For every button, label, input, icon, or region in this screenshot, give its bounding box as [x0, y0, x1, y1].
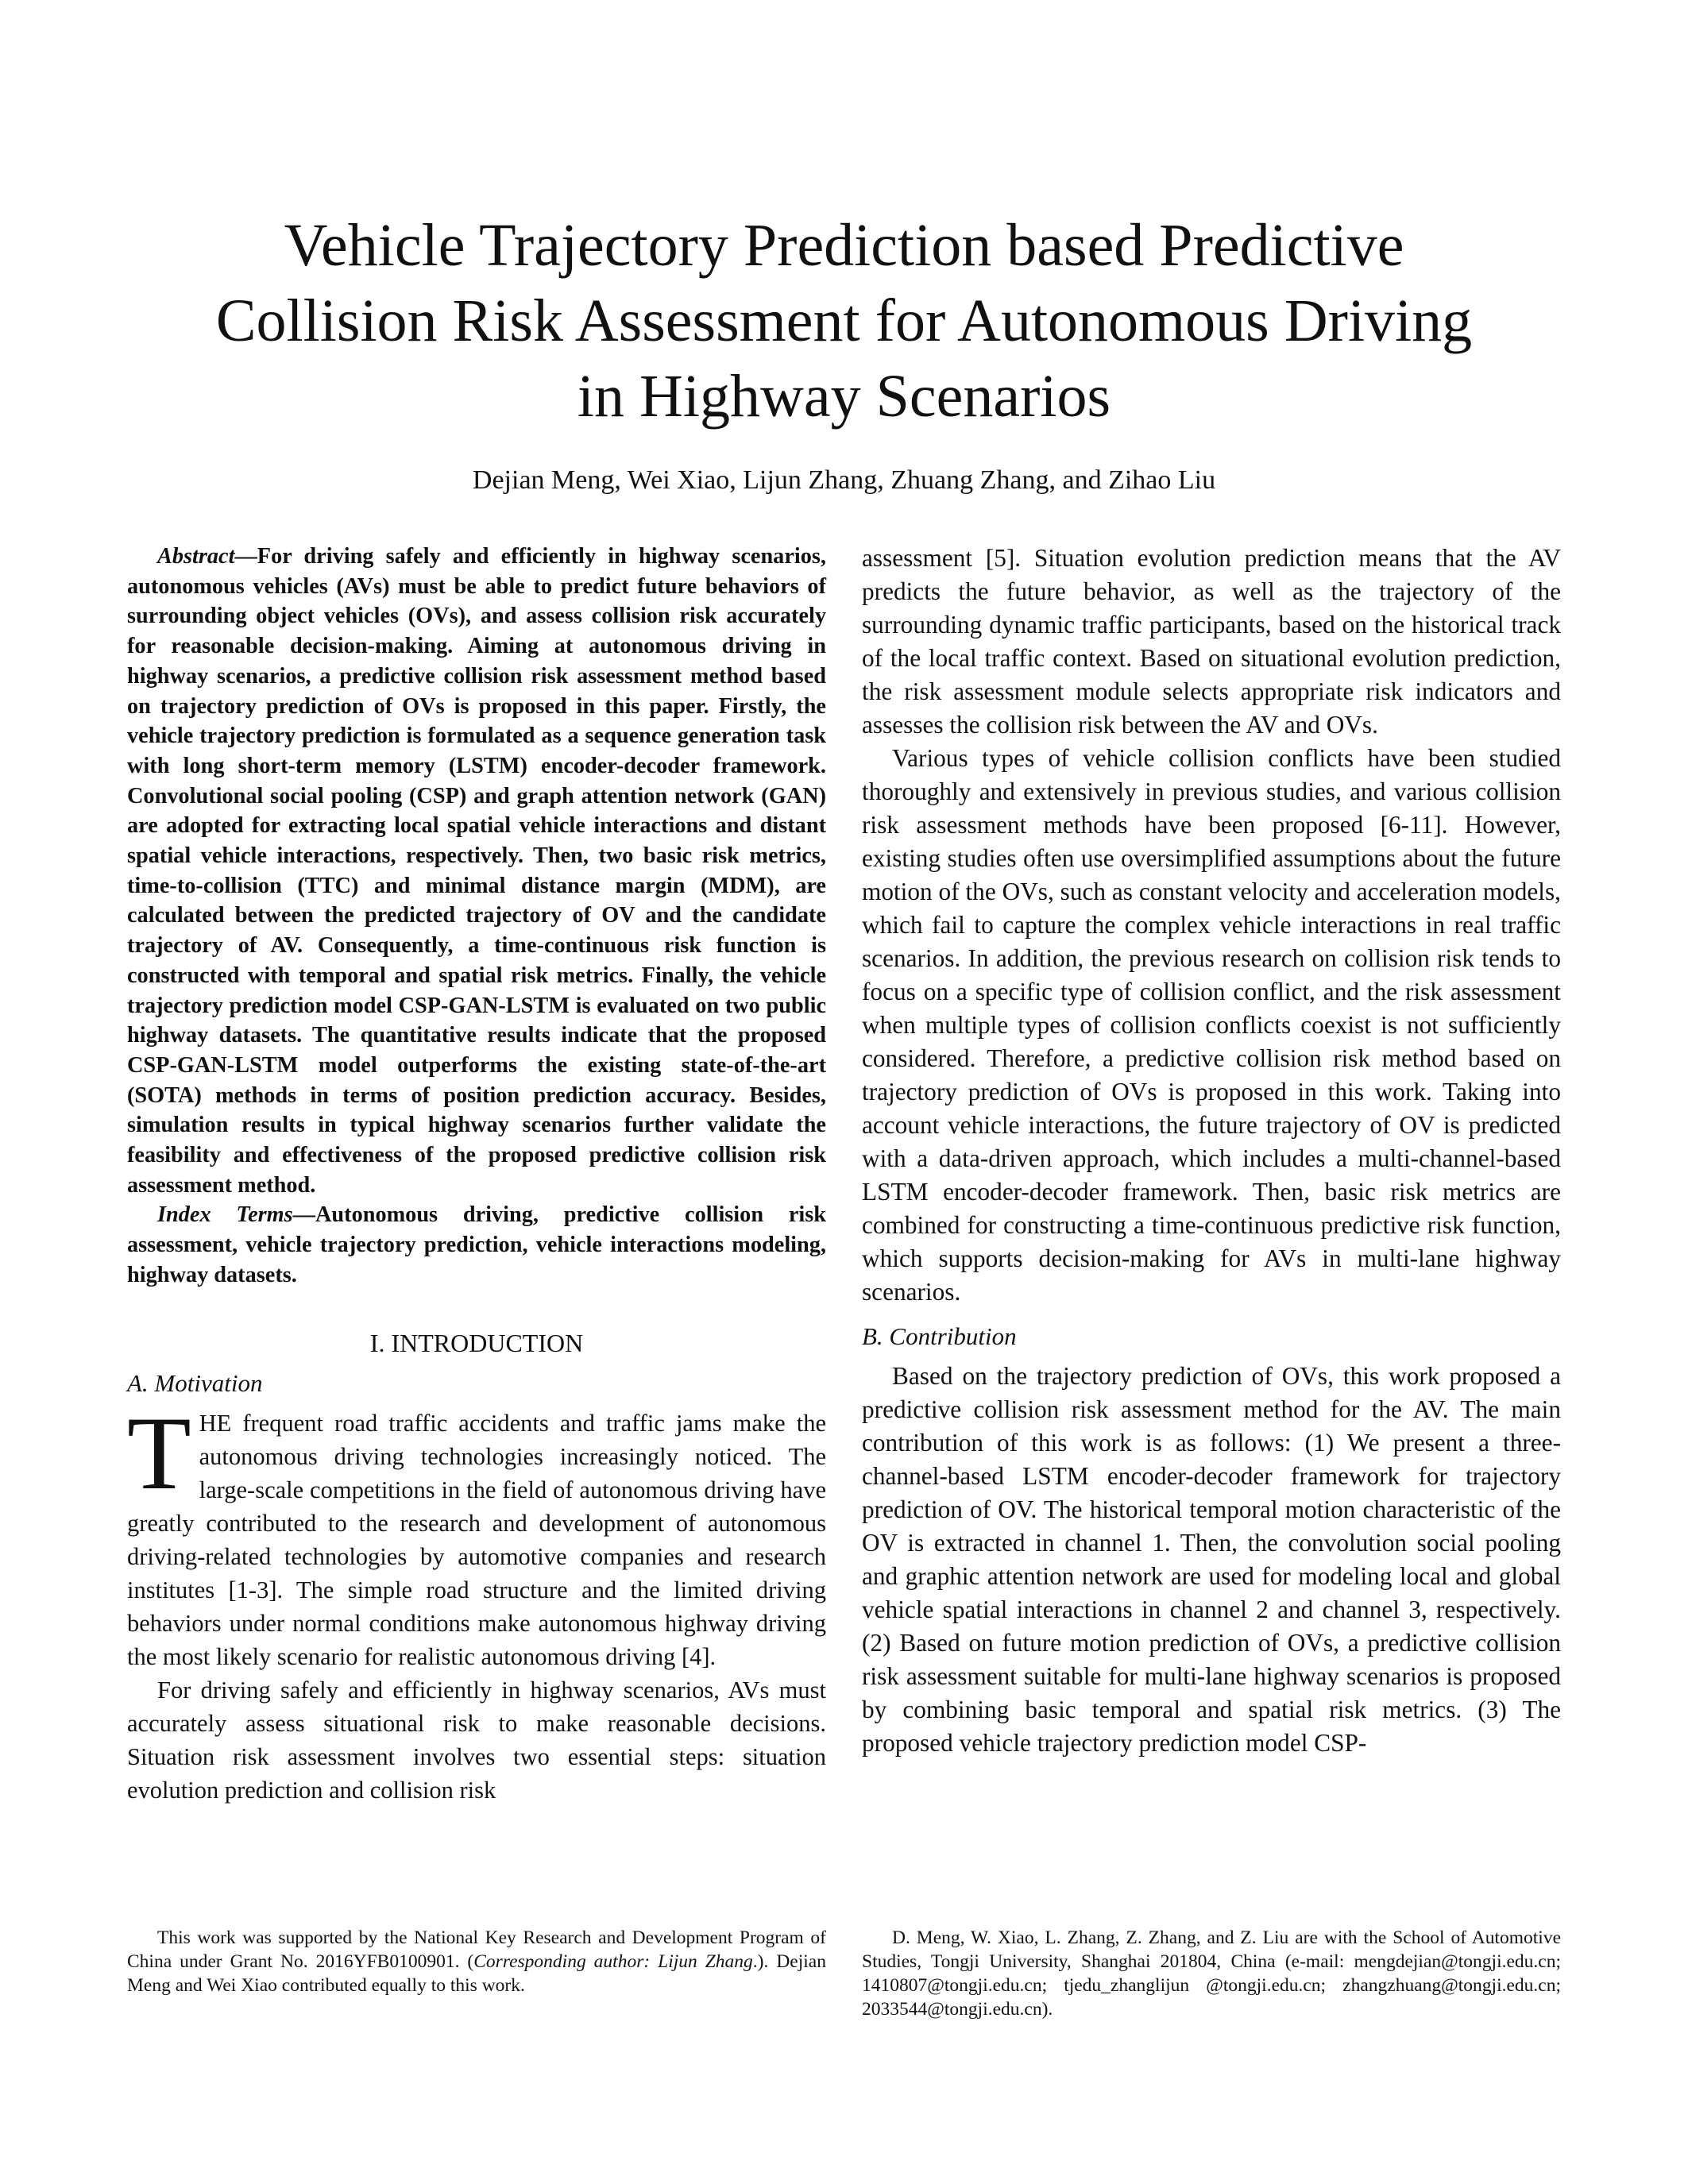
subsection-heading-contribution: B. Contribution: [862, 1322, 1017, 1350]
intro-paragraph-3: Various types of vehicle collision conflicts have been studied thoroughly and extensively in previous studies, and various collision risk assessment methods have been proposed [6-11]. However, existing studies often use oversimplified assumptions about the future motion of the OVs, such as constant velocity and acceleration models, which fail to capture the complex vehicle interactions in real traffic scenarios. In addition, the previous research on collision risk tends to focus on a specific type of collision conflict, and the risk assessment when multiple types of collision conflicts coexist is not sufficiently considered. Therefore, a predictive collision risk method based on trajectory prediction of OVs is proposed in this work. Taking into account vehicle interactions, the future trajectory of OV is predicted with a data-driven approach, which includes a multi-channel-based LSTM encoder-decoder framework. Then, basic risk metrics are combined for constructing a time-continuous predictive risk function, which supports decision-making for AVs in multi-lane highway scenarios.: [862, 744, 1561, 1306]
index-terms: [127, 1200, 826, 1290]
index-terms-label: Index Terms: [157, 1202, 293, 1228]
index-terms-text: —Autonomous driving, predictive collision risk assessment, vehicle trajectory prediction, vehicle interactions modeling, highway datasets.: [127, 1202, 827, 1287]
left-column: [127, 542, 826, 1807]
abstract-text: —For driving safely and efficiently in highway scenarios, autonomous vehicles (AVs) must be able to predict future behaviors of surrounding object vehicles (OVs), and assess collision risk accurately for reasonable decision-making. Aiming at autonomous driving in highway scenarios, a predictive collision risk assessment method based on trajectory prediction of OVs is proposed in this paper. Firstly, the vehicle trajectory prediction is formulated as a sequence generation task with long short-term memory (LSTM) encoder-decoder framework. Convolutional social pooling (CSP) and graph attention network (GAN) are adopted for extracting local spatial vehicle interactions and distant spatial vehicle interactions, respectively. Then, two basic risk metrics, time-to-collision (TTC) and minimal distance margin (MDM), are calculated between the predicted trajectory of OV and the candidate trajectory of AV. Consequently, a time-continuous risk function is constructed with temporal and spatial risk metrics. Finally, the vehicle trajectory prediction model CSP-GAN-LSTM is evaluated on two public highway datasets. The quantitative results indicate that the proposed CSP-GAN-LSTM model outperforms the existing state-of-the-art (SOTA) methods in terms of position prediction accuracy. Besides, simulation results in typical highway scenarios further validate the feasibility and effectiveness of the proposed predictive collision risk assessment method.: [127, 544, 826, 1198]
abstract-label: Abstract: [157, 544, 235, 569]
funding-footnote: [127, 1926, 826, 1997]
subsection-heading-motivation: A. Motivation: [127, 1368, 263, 1397]
title-line-2: Collision Risk Assessment for Autonomous Driving: [215, 287, 1473, 354]
corresponding-author-note: Corresponding author: Lijun Zhang: [473, 1951, 753, 1972]
funding-footnote-text-1: This work was supported by the National Key Research and Development Program of China under Grant No. 2016YFB0100901. (: [127, 1927, 826, 1972]
title-line-3: in Highway Scenarios: [577, 363, 1111, 430]
funding-footnote-text-2: .). Dejian Meng and Wei Xiao contributed equally to this work.: [127, 1951, 826, 1996]
right-column: [862, 542, 1561, 1760]
author-list: Dejian Meng, Wei Xiao, Lijun Zhang, Zhuang Zhang, and Zihao Liu: [472, 465, 1216, 495]
abstract: [127, 542, 826, 1200]
paper-title: [95, 208, 1593, 434]
intro-paragraph-1-text: HE frequent road traffic accidents and traffic jams make the autonomous driving technologies increasingly noticed. The large-scale competitions in the field of autonomous driving have greatly contributed to the research and development of autonomous driving-related technologies by automotive companies and research institutes [1-3]. The simple road structure and the limited driving behaviors under normal conditions make autonomous highway driving the most likely scenario for realistic autonomous driving [4].: [127, 1409, 826, 1670]
affiliation-footnote: D. Meng, W. Xiao, L. Zhang, Z. Zhang, and Z. Liu are with the School of Automotive Studies, Tongji University, Shanghai 201804, China (e-mail: mengdejian@tongji.edu.cn; 1410807@tongji.edu.cn; tjedu_zhanglijun @tongji.edu.cn; zhangzhuang@tongji.edu.cn; 2033544@tongji.edu.cn).: [862, 1927, 1561, 2020]
contribution-paragraph: Based on the trajectory prediction of OVs, this work proposed a predictive collision risk assessment method for the AV. The main contribution of this work is as follows: (1) We present a three-channel-based LSTM encoder-decoder framework for trajectory prediction of OV. The historical temporal motion characteristic of the OV is extracted in channel 1. Then, the convolution social pooling and graphic attention network are used for modeling local and global vehicle spatial interactions in channel 2 and channel 3, respectively. (2) Based on future motion prediction of OVs, a predictive collision risk assessment suitable for multi-lane highway scenarios is proposed by combining basic temporal and spatial risk metrics. (3) The proposed vehicle trajectory prediction model CSP-: [862, 1362, 1561, 1757]
intro-paragraph-1: [127, 1394, 826, 1673]
title-line-1: Vehicle Trajectory Prediction based Predictive: [284, 212, 1404, 279]
intro-paragraph-2-continued: assessment [5]. Situation evolution prediction means that the AV predicts the future behavior, as well as the trajectory of the surrounding dynamic traffic participants, based on the historical track of the local traffic context. Based on situational evolution prediction, the risk assessment module selects appropriate risk indicators and assesses the collision risk between the AV and OVs.: [862, 544, 1561, 739]
drop-cap: T: [127, 1394, 191, 1511]
section-heading-introduction: I. INTRODUCTION: [369, 1328, 584, 1357]
intro-paragraph-2: For driving safely and efficiently in highway scenarios, AVs must accurately assess situational risk to make reasonable decisions. Situation risk assessment involves two essential steps: situation evolution prediction and collision risk: [127, 1676, 826, 1804]
